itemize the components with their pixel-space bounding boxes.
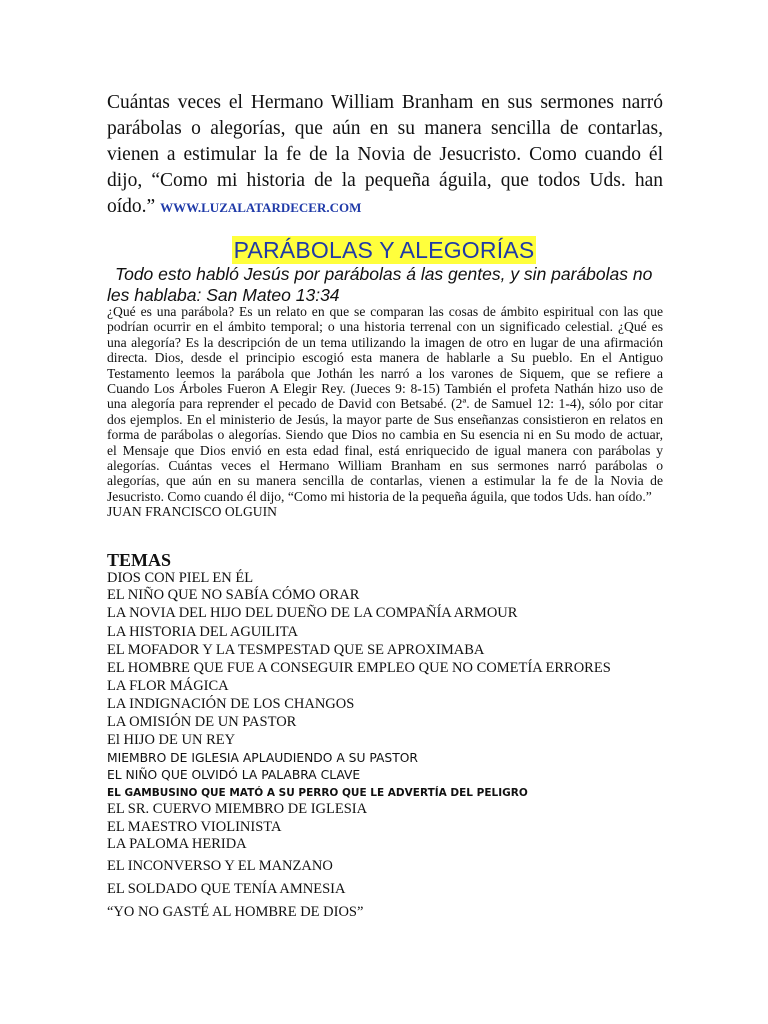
body-line: una alegoría para reprender el pecado de David con Betsabé. (2ª. de Samuel 12: 1-4), sólo por citar	[107, 396, 663, 412]
tema-item: EL INCONVERSO Y EL MANZANO	[107, 858, 333, 874]
tema-item: LA NOVIA DEL HIJO DEL DUEÑO DE LA COMPAÑÍA ARMOUR	[107, 605, 518, 621]
body-line: ¿Qué es una parábola? Es un relato en que se comparan las cosas de ámbito espiritual con las que	[107, 304, 663, 319]
body-line: alegorías, que aún en su manera sencilla de contarlas, vienen a estimular la fe de la Novia de	[107, 473, 663, 489]
verse-line: Todo esto habló Jesús por parábolas á las gentes, y sin parábolas no	[115, 264, 653, 284]
body-line: Testamento leemos la parábola que Jothán les narró a los varones de Siquem, que se refiere a	[107, 365, 663, 381]
body-line: podrían ocurrir en el ámbito temporal; o una historia terrenal con un significado celestial. ¿Qué es	[107, 319, 663, 335]
tema-item: LA PALOMA HERIDA	[107, 836, 247, 852]
tema-item: EL GAMBUSINO QUE MATÓ A SU PERRO QUE LE ADVERTÍA DEL PELIGRO	[107, 787, 528, 799]
tema-item: EL NIÑO QUE OLVIDÓ LA PALABRA CLAVE	[107, 768, 361, 782]
tema-item: LA INDIGNACIÓN DE LOS CHANGOS	[107, 696, 355, 712]
author-name: JUAN FRANCISCO OLGUIN	[107, 504, 277, 520]
title-container	[0, 236, 768, 264]
body-line: dos ejemplos. En el ministerio de Jesús, la mayor parte de Sus enseñanzas consistieron en relatos en	[107, 411, 663, 427]
intro-line: Cuántas veces el Hermano William Branham en sus sermones narró	[107, 92, 663, 113]
tema-item: LA HISTORIA DEL AGUILITA	[107, 624, 298, 640]
intro-line-last	[107, 194, 663, 221]
website-link[interactable]: WWW.LUZALATARDECER.COM	[160, 200, 362, 215]
body-paragraph	[107, 304, 663, 520]
tema-item: El HIJO DE UN REY	[107, 732, 236, 748]
body-line: Jesucristo. Como cuando él dijo, “Como mi historia de la pequeña águila, que todos Uds. han oído.”	[107, 488, 652, 504]
body-line: una alegoría? Es la descripción de un tema utilizando la imagen de otro en lugar de una afirmación	[107, 334, 663, 350]
verse-line: les hablaba: San Mateo 13:34	[107, 285, 340, 305]
body-line: alegorías. Cuántas veces el Hermano William Branham en sus sermones narró parábolas o	[107, 458, 663, 474]
intro-line-text: oído.”	[107, 196, 156, 217]
body-line: forma de parábolas o alegorías. Siendo que Dios no cambia en Su esencia ni en Su modo de actuar,	[107, 427, 663, 443]
temas-heading: TEMAS	[107, 550, 172, 570]
tema-item: DIOS CON PIEL EN ÉL	[107, 570, 254, 586]
tema-item: EL SOLDADO QUE TENÍA AMNESIA	[107, 881, 346, 897]
intro-paragraph	[107, 90, 663, 221]
tema-item: EL MAESTRO VIOLINISTA	[107, 819, 282, 835]
tema-item: EL HOMBRE QUE FUE A CONSEGUIR EMPLEO QUE NO COMETÍA ERRORES	[107, 660, 611, 676]
body-line: Cuando Los Árboles Fueron A Elegir Rey. (Jueces 9: 8-15) También el profeta Nathán hizo uso de	[107, 381, 663, 397]
intro-line: parábolas o alegorías, que aún en su manera sencilla de contarlas,	[107, 118, 663, 139]
tema-item: “YO NO GASTÉ AL HOMBRE DE DIOS”	[107, 904, 364, 920]
body-line: directa. Dios, desde el principio escogió esta manera de hablarle a Su pueblo. En el Antiguo	[107, 350, 663, 366]
bible-verse	[107, 264, 667, 306]
intro-line: dijo, “Como mi historia de la pequeña águila, que todos Uds. han	[107, 170, 663, 191]
tema-item: EL MOFADOR Y LA TESMPESTAD QUE SE APROXIMABA	[107, 642, 485, 658]
tema-item: MIEMBRO DE IGLESIA APLAUDIENDO A SU PASTOR	[107, 751, 418, 765]
document-title: PARÁBOLAS Y ALEGORÍAS	[233, 237, 535, 263]
tema-item: LA FLOR MÁGICA	[107, 678, 229, 694]
body-line: el Mensaje que Dios envió en esta edad final, está enriquecido de igual manera con parábolas y	[107, 442, 663, 458]
tema-item: LA OMISIÓN DE UN PASTOR	[107, 714, 297, 730]
tema-item: EL SR. CUERVO MIEMBRO DE IGLESIA	[107, 801, 368, 817]
tema-item: EL NIÑO QUE NO SABÍA CÓMO ORAR	[107, 587, 360, 603]
intro-line: vienen a estimular la fe de la Novia de Jesucristo. Como cuando él	[107, 144, 663, 165]
